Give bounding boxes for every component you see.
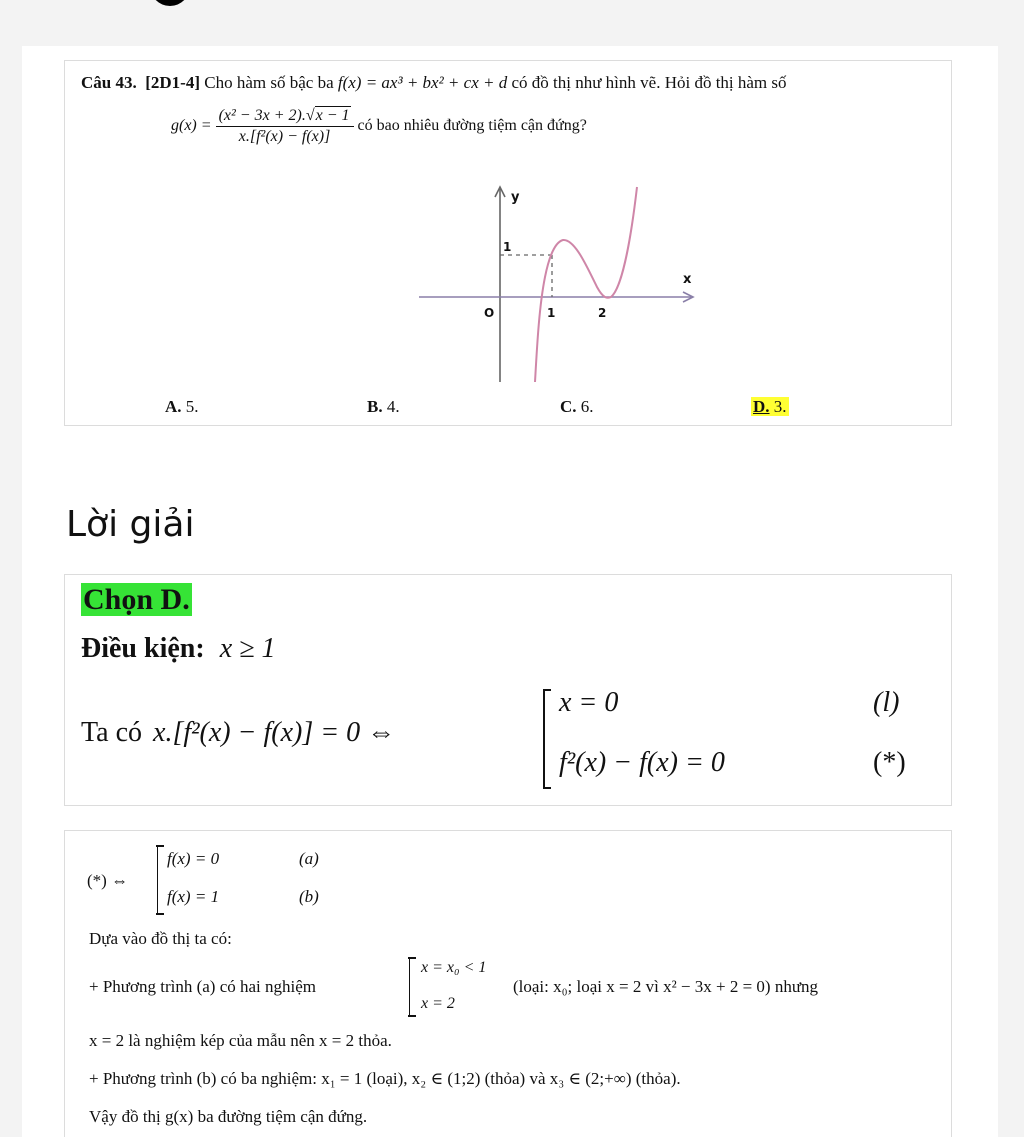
case-a-tag: (a) (299, 849, 319, 868)
condition-line (81, 633, 275, 665)
star-lhs: (*) ⇔ (87, 871, 129, 890)
detail-line-4: + Phương trình (b) có ba nghiệm: x₁ = 1 (loại), x₂ ∈ (1;2) (thỏa) và x₃ ∈ (2;+∞) (thỏa). (89, 1069, 681, 1088)
detail-line-2a: + Phương trình (a) có hai nghiệm (89, 977, 317, 996)
g-fraction (216, 107, 354, 146)
question-label: Câu 43. (81, 73, 137, 92)
case-2: f²(x) − f(x) = 0 (559, 747, 725, 778)
root-2: x = 2 (421, 995, 455, 1012)
case-b: f(x) = 1 (167, 887, 220, 906)
g-question: có bao nhiêu đường tiệm cận đứng? (357, 117, 587, 135)
case-2-tag: (*) (873, 747, 906, 778)
option-a[interactable]: A. 5. (165, 397, 199, 416)
option-b[interactable]: B. 4. (367, 397, 400, 416)
solution-heading: Lời giải (66, 504, 195, 545)
x-tick-1: 1 (547, 306, 556, 320)
question-line-1 (81, 73, 787, 93)
detail-box (64, 830, 952, 1137)
detail-line-1: Dựa vào đồ thị ta có: (89, 929, 232, 948)
question-code: [2D1-4] (145, 73, 200, 92)
star-bracket (157, 845, 158, 915)
detail-line-5: Vậy đồ thị g(x) ba đường tiệm cận đứng. (89, 1107, 368, 1126)
x-tick-2: 2 (598, 306, 607, 320)
g-formula (171, 107, 587, 146)
g-denominator: x.[f²(x) − f(x)] (238, 128, 331, 145)
top-bar (0, 0, 1024, 46)
case-a: f(x) = 0 (167, 849, 220, 868)
taco-expr: x.[f²(x) − f(x)] = 0 ⇔ (153, 717, 396, 748)
top-shape (150, 0, 190, 6)
option-c[interactable]: C. 6. (560, 397, 594, 416)
root-1: x = x₀ < 1 (421, 959, 487, 976)
g-numerator: (x² − 3x + 2).√x − 1 (216, 107, 354, 127)
detail-line-3: x = 2 là nghiệm kép của mẫu nên x = 2 thỏa. (89, 1031, 392, 1050)
condition-expr: x ≥ 1 (219, 633, 276, 664)
function-graph (415, 177, 715, 387)
case-1-tag: (l) (873, 687, 900, 718)
case-1: x = 0 (559, 687, 619, 718)
y-tick-1: 1 (503, 240, 512, 254)
taco-bracket (543, 689, 545, 789)
question-intro: Cho hàm số bậc ba (204, 73, 334, 92)
choice-label: Chọn D. (83, 583, 190, 616)
case-b-tag: (b) (299, 887, 319, 906)
origin-label: O (484, 306, 495, 320)
y-axis-label: y (511, 190, 520, 205)
detail-line-2b: (loại: x₀; loại x = 2 vì x² − 3x + 2 = 0) nhưng (513, 977, 819, 996)
option-d[interactable]: D. 3. (753, 397, 787, 416)
solution-box (64, 574, 952, 806)
condition-label: Điều kiện: (81, 633, 205, 664)
g-sqrt: x − 1 (315, 107, 350, 124)
cubic-curve (535, 187, 637, 382)
question-box (64, 60, 952, 426)
roots-bracket (409, 957, 410, 1017)
x-axis-label: x (683, 272, 692, 287)
g-lhs: g(x) = (171, 117, 212, 135)
question-text-after: có đồ thị như hình vẽ. Hỏi đồ thị hàm số (511, 73, 787, 92)
taco-label: Ta có (81, 717, 143, 748)
taco-line (81, 717, 395, 749)
function-definition: f(x) = ax³ + bx² + cx + d (337, 73, 508, 92)
